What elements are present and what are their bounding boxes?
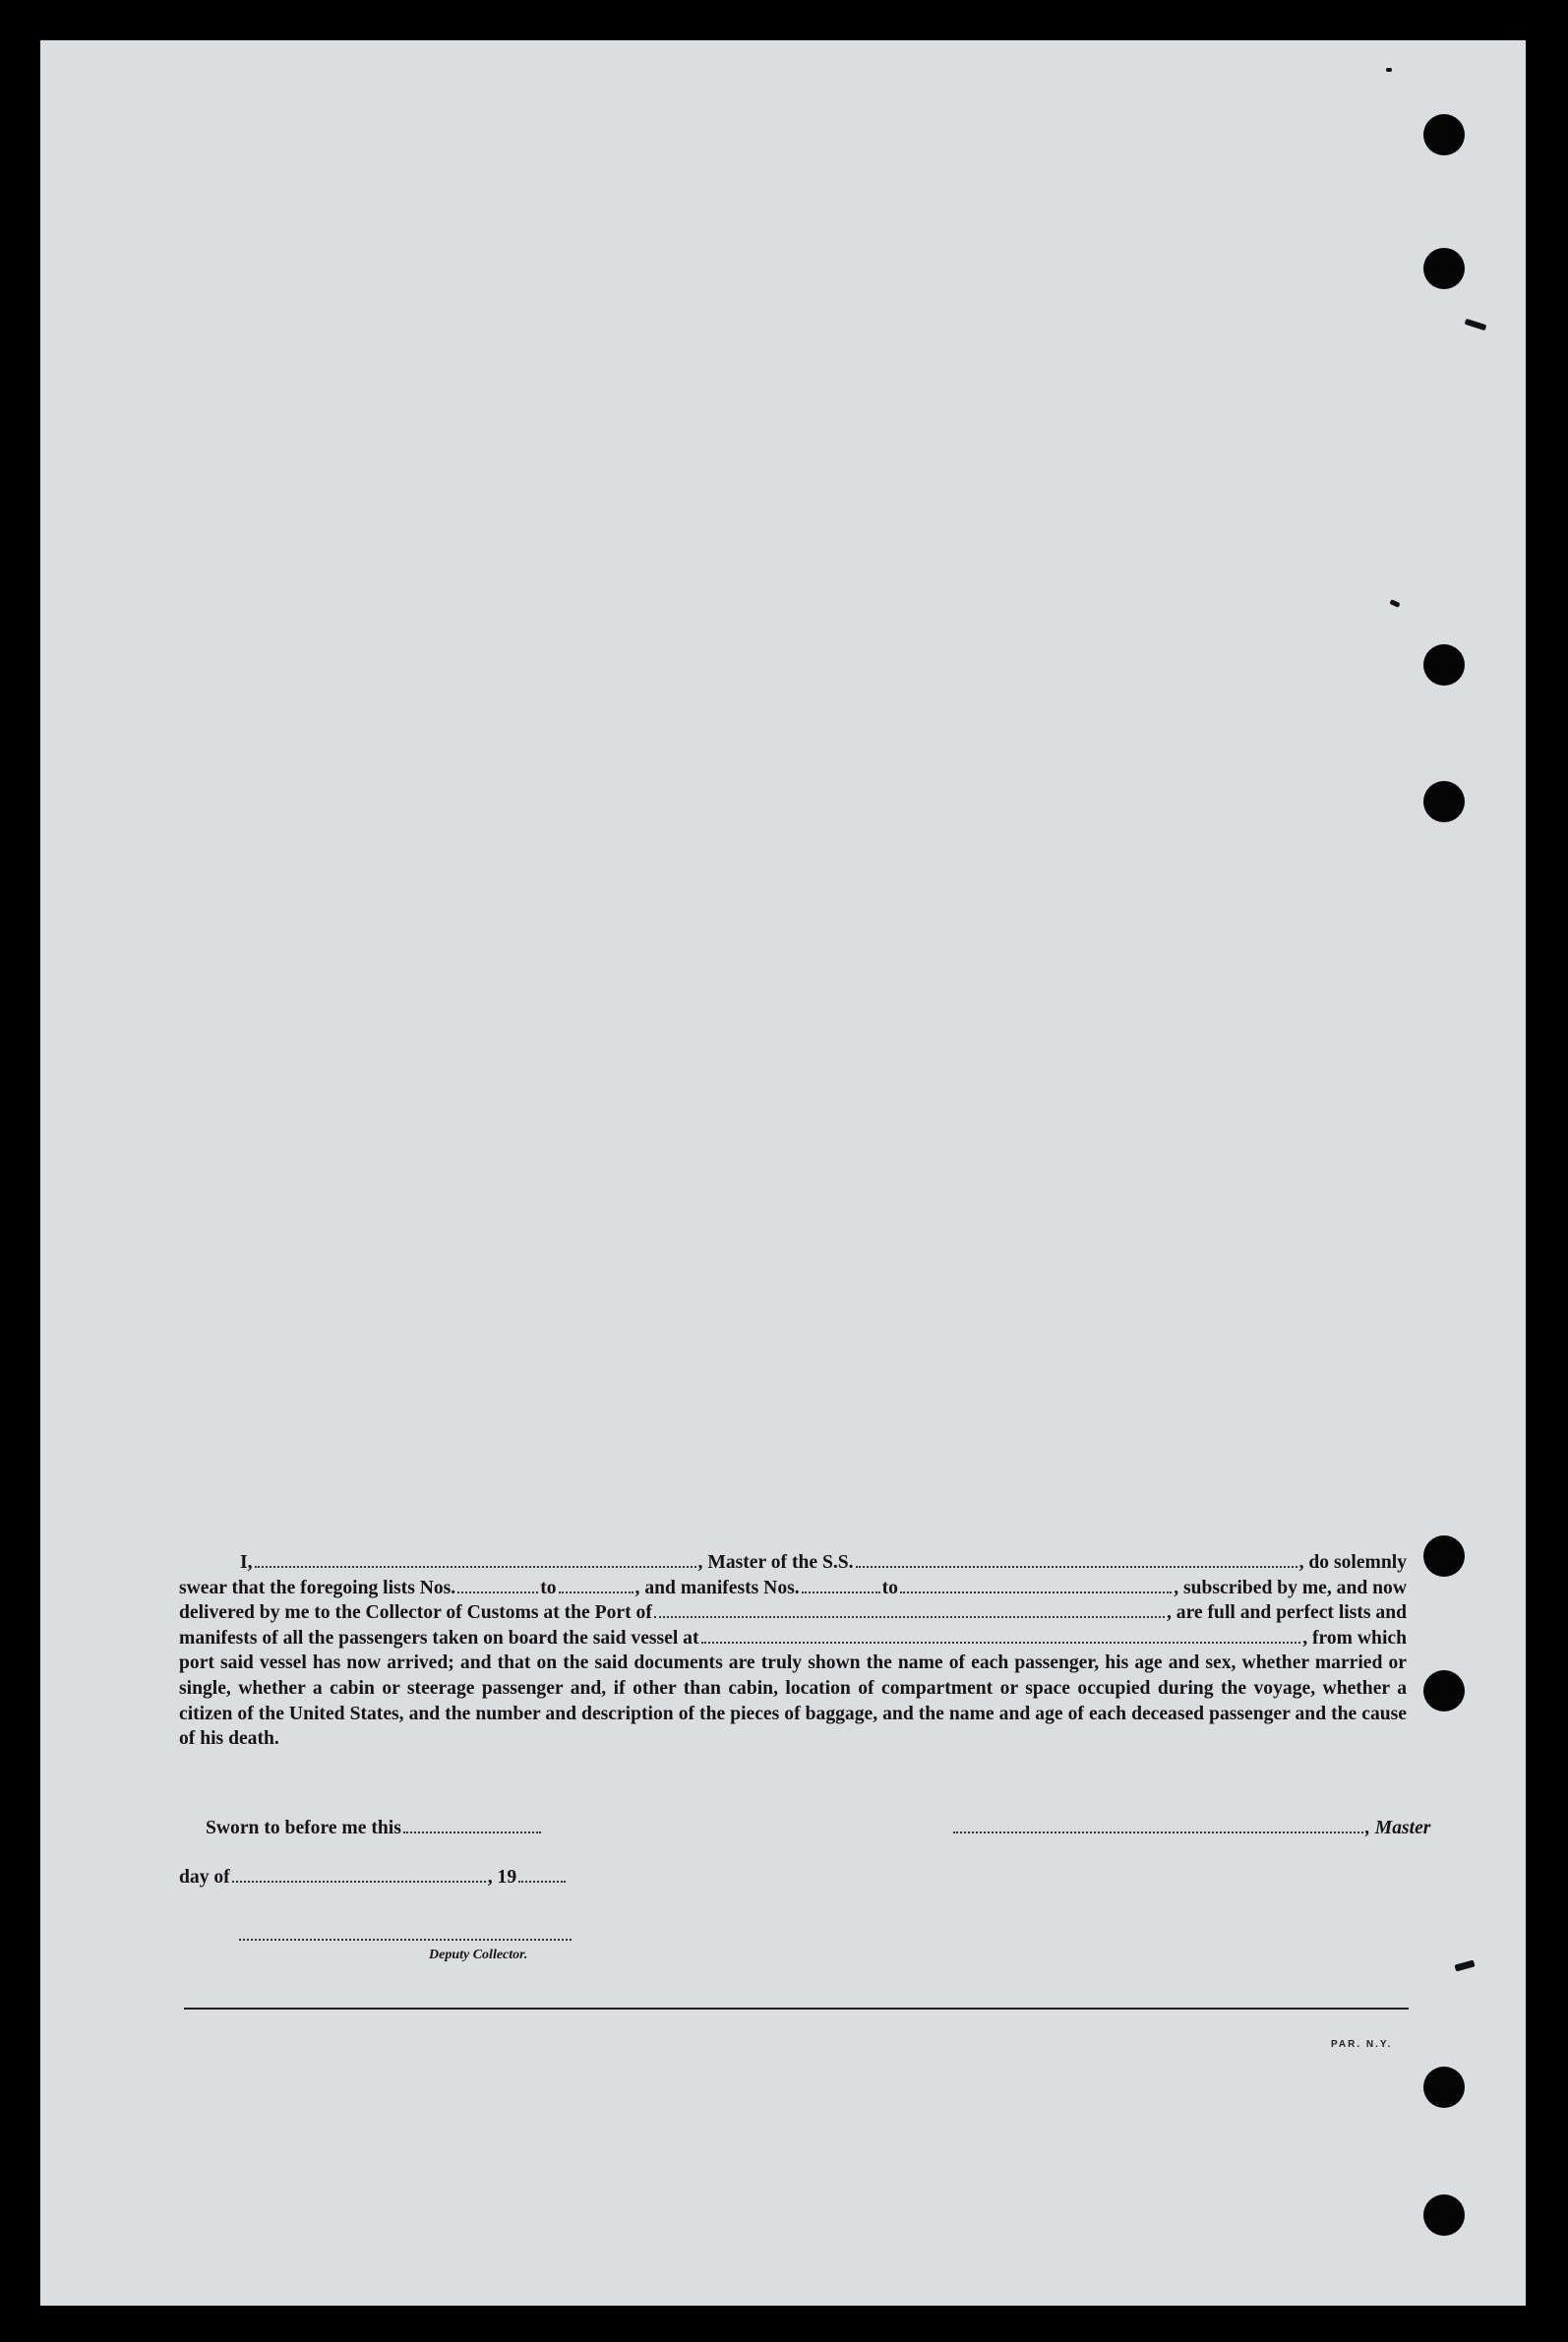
punch-hole	[1423, 114, 1465, 155]
master-name-blank[interactable]	[255, 1566, 696, 1568]
oath-text: delivered by me to the Collector of Customs at the Port of	[179, 1602, 652, 1624]
master-signature-row	[951, 1818, 1430, 1839]
manifests-from-blank[interactable]	[802, 1591, 880, 1593]
oath-line-2	[179, 1576, 1407, 1601]
lists-to-blank[interactable]	[559, 1591, 633, 1593]
scan-speck	[1386, 68, 1392, 72]
scan-speck	[1454, 1960, 1475, 1972]
day-of-row	[179, 1867, 568, 1889]
oath-text: , are full and perfect lists and	[1166, 1602, 1407, 1624]
sworn-label: Sworn to before me this	[206, 1818, 401, 1838]
port-of-departure-blank[interactable]	[701, 1642, 1301, 1644]
oath-text: , and manifests Nos.	[634, 1577, 800, 1598]
horizontal-rule	[184, 2008, 1409, 2010]
punch-hole	[1423, 2067, 1465, 2108]
punch-hole	[1423, 248, 1465, 289]
scan-speck	[1389, 599, 1400, 608]
oath-text: , from which	[1302, 1627, 1407, 1649]
oath-line-1	[179, 1550, 1407, 1576]
oath-paragraph	[179, 1550, 1407, 1752]
oath-text: to	[540, 1577, 557, 1598]
month-blank[interactable]	[232, 1881, 486, 1883]
oath-body: port said vessel has now arrived; and that on the said documents are truly shown the name of each passenger, his age and sex, whether married or single, whether a cabin or steerage passenger and, if other than cabin, location of compartment or space occupied during the voyage, whether a citizen of the United States, and the number and description of the pieces of baggage, and the name and age of each deceased passenger and the cause of his death.	[179, 1652, 1407, 1750]
deputy-collector-label: Deputy Collector.	[429, 1948, 528, 1962]
punch-hole	[1423, 1535, 1465, 1577]
sworn-row	[206, 1818, 543, 1839]
master-label: , Master	[1365, 1818, 1431, 1838]
deputy-collector-signature-blank[interactable]	[239, 1939, 572, 1941]
punch-hole	[1423, 2194, 1465, 2236]
printer-mark: PAR. N.Y.	[1331, 2039, 1393, 2050]
punch-hole	[1423, 1670, 1465, 1711]
oath-text: , Master of the S.S.	[697, 1552, 854, 1573]
oath-text: I,	[240, 1552, 253, 1573]
manifests-to-blank[interactable]	[900, 1591, 1172, 1593]
oath-line-3	[179, 1600, 1407, 1626]
year-prefix-label: , 19	[487, 1867, 517, 1888]
year-blank[interactable]	[518, 1881, 566, 1883]
punch-hole	[1423, 644, 1465, 686]
oath-text: , do solemnly	[1298, 1552, 1407, 1573]
scan-speck	[1465, 319, 1487, 331]
oath-text: , subscribed by me, and now	[1174, 1577, 1407, 1598]
oath-text: manifests of all the passengers taken on board the said vessel at	[179, 1627, 699, 1649]
oath-text: to	[881, 1577, 898, 1598]
master-signature-blank[interactable]	[953, 1832, 1363, 1833]
oath-line-4	[179, 1626, 1407, 1651]
form-sheet	[39, 39, 1527, 2307]
vessel-name-blank[interactable]	[856, 1566, 1297, 1568]
punch-hole	[1423, 781, 1465, 822]
lists-from-blank[interactable]	[457, 1591, 538, 1593]
port-of-arrival-blank[interactable]	[654, 1616, 1165, 1618]
oath-text: swear that the foregoing lists Nos.	[179, 1577, 456, 1598]
day-of-label: day of	[179, 1867, 230, 1888]
sworn-day-blank[interactable]	[403, 1832, 541, 1833]
